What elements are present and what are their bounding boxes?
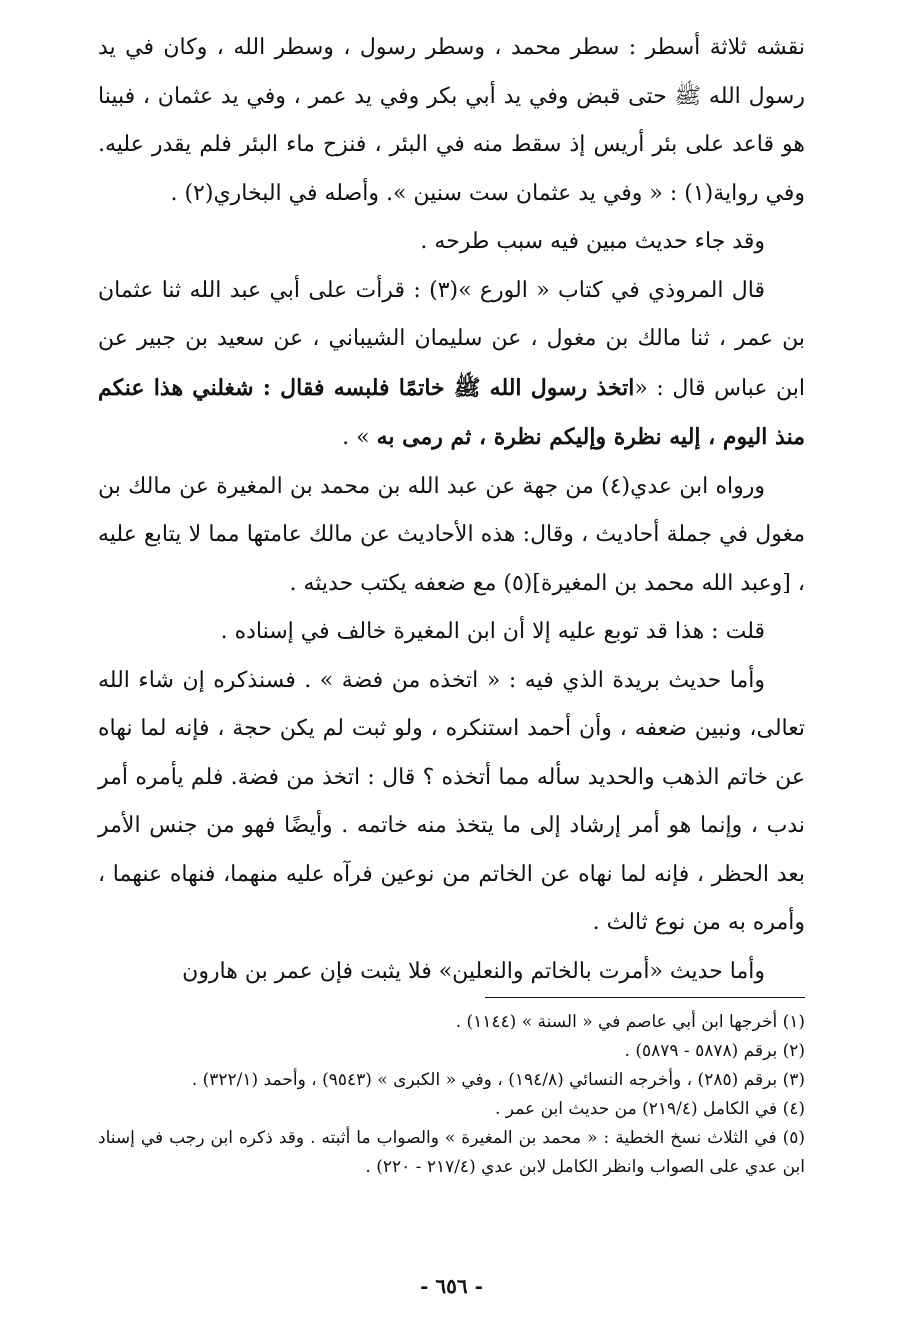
paragraph-6: وأما حديث بريدة الذي فيه : « اتخذه من فضة » . فسنذكره إن شاء الله تعالى، ونبين ضعفه ، وأن أحمد استنكره ، ولو ثبت لم يكن حجة ، فإنه لما نهاه عن خاتم الذهب والحديد سأله مما أتخذه ؟ قال : اتخذ من فضة. فلم يأمره أمر ندب ، وإنما هو أمر إرشاد إلى ما يتخذ منه خاتمه . وأيضًا فهو من جنس الأمر بعد الحظر ، فإنه لما نهاه عن الخاتم من نوعين فرآه عليه منهما، فنهاه عنهما ، وأمره به من نوع ثالث .	[98, 667, 805, 935]
main-text	[98, 24, 805, 996]
paragraph-5: قلت : هذا قد توبع عليه إلا أن ابن المغيرة خالف في إسناده .	[220, 619, 765, 644]
hadith-bold-text: اتخذ رسول الله ﷺ خاتمًا فلبسه فقال : شغلني هذا عنكم منذ اليوم ، إليه نظرة وإليكم نظرة ، ثم رمى به	[98, 374, 805, 450]
paragraph-7: وأما حديث «أمرت بالخاتم والنعلين» فلا يثبت فإن عمر بن هارون	[182, 958, 765, 984]
paragraph-3-text: قال المروذي في كتاب « الورع »(٣) : قرأت على أبي عبد الله ثنا عثمان بن عمر ، ثنا مالك بن مغول ، عن سليمان الشيباني ، عن سعيد بن جبير عن ابن عباس قال : «	[98, 277, 805, 401]
footnote-4: (٤) في الكامل (٢١٩/٤) من حديث ابن عمر .	[495, 1099, 805, 1119]
paragraph-2: وقد جاء حديث مبين فيه سبب طرحه .	[420, 229, 765, 254]
footnote-5: (٥) في الثلاث نسخ الخطية : « محمد بن المغيرة » والصواب ما أثبته . وقد ذكره ابن رجب في إسناد ابن عدي على الصواب وانظر الكامل لابن عدي (٢١٧/٤ - ٢٢٠) .	[98, 1128, 805, 1177]
footnote-divider	[485, 997, 805, 998]
footnote-1: (١) أخرجها ابن أبي عاصم في « السنة » (١١٤٤) .	[455, 1012, 805, 1032]
paragraph-3	[98, 267, 805, 463]
paragraph-1: نقشه ثلاثة أسطر : سطر محمد ، وسطر رسول ، وسطر الله ، وكان في يد رسول الله ﷺ حتى قبض وفي يد أبي بكر وفي يد عمر ، وفي يد عثمان ، فبينا هو قاعد على بئر أريس إذ سقط منه في البئر ، فنزح ماء البئر فلم يقدر عليه. وفي رواية(١) : « وفي يد عثمان ست سنين ». وأصله في البخاري(٢) .	[98, 35, 805, 206]
hadith-close: » .	[342, 425, 377, 450]
footnotes	[98, 1008, 805, 1182]
paragraph-4: ورواه ابن عدي(٤) من جهة عن عبد الله بن محمد بن المغيرة عن مالك بن مغول في جملة أحاديث ، وقال: هذه الأحاديث عن مالك عامتها مما لا يتابع عليه ، [وعبد الله محمد بن المغيرة](٥) مع ضعفه يكتب حديثه .	[98, 473, 805, 596]
page-number: - ٦٥٦ -	[420, 1274, 483, 1298]
footnote-2: (٢) برقم (٥٨٧٨ - ٥٨٧٩) .	[624, 1041, 805, 1061]
footnote-3: (٣) برقم (٢٨٥) ، وأخرجه النسائي (١٩٤/٨) ، وفي « الكبرى » (٩٥٤٣) ، وأحمد (٣٢٢/١) .	[191, 1070, 805, 1090]
